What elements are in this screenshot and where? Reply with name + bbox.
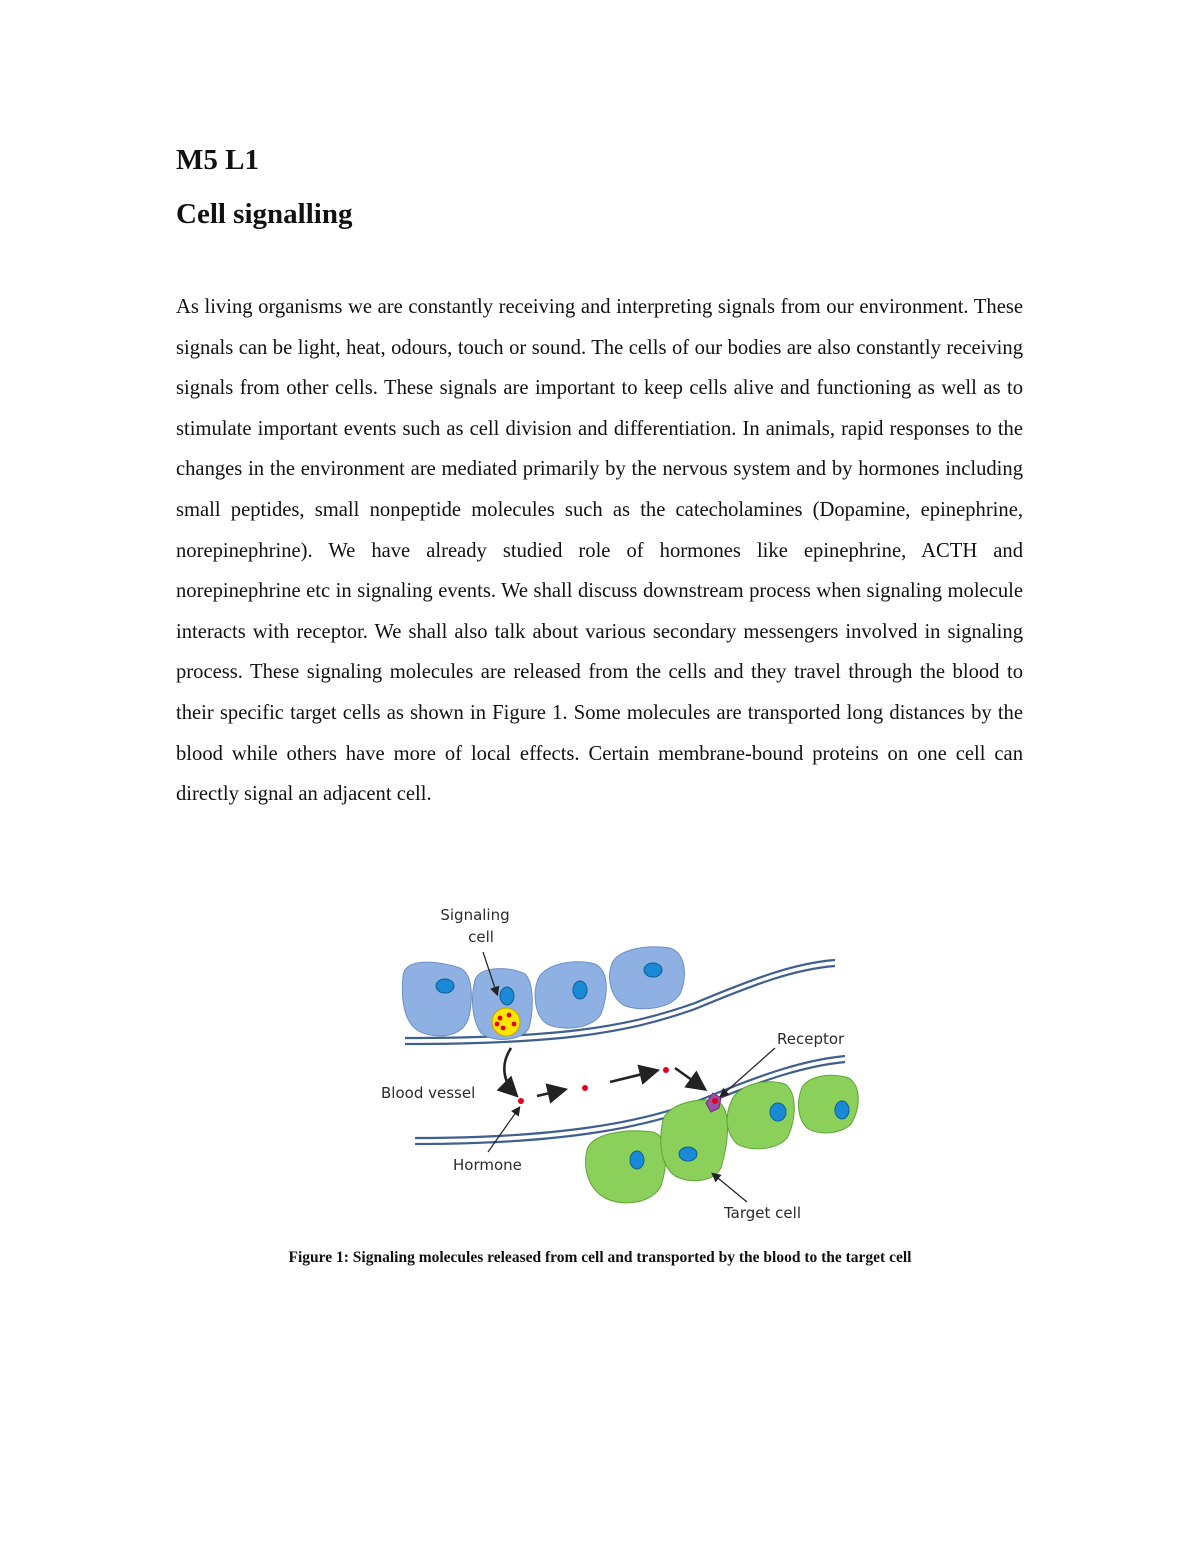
blue-cell-1: [402, 962, 471, 1036]
label-target-cell: Target cell: [724, 1204, 801, 1222]
page-title: Cell signalling: [176, 198, 353, 230]
label-signaling-cell-line1: Signaling: [440, 906, 510, 924]
blue-cell-3: [535, 962, 606, 1028]
nucleus-icon: [573, 981, 587, 999]
green-cell-1: [586, 1131, 666, 1203]
nucleus-icon: [679, 1147, 697, 1161]
blue-cell-4: [610, 947, 685, 1009]
nucleus-icon: [835, 1101, 849, 1119]
label-signaling-cell-line2: cell: [468, 928, 494, 946]
body-paragraph: As living organisms we are constantly receiving and interpreting signals from our environment. These signals can be light, heat, odours, touch or sound. The cells of our bodies are also constantly receiving signals from other cells. These signals are important to keep cells alive and functioning as well as to stimulate important events such as cell division and differentiation. In animals, rapid responses to the changes in the environment are mediated primarily by the nervous system and by hormones including small peptides, small nonpeptide molecules such as the catecholamines (Dopamine, epinephrine, norepinephrine). We have already studied role of hormones like epinephrine, ACTH and norepinephrine etc in signaling events. We shall discuss downstream process when signaling molecule interacts with receptor. We shall also talk about various secondary messengers involved in signaling process. These signaling molecules are released from the cells and they travel through the blood to their specific target cells as shown in Figure 1. Some molecules are transported long distances by the blood while others have more of local effects. Certain membrane-bound proteins on one cell can directly signal an adjacent cell.: [176, 296, 1023, 806]
module-code-heading: M5 L1: [176, 144, 259, 176]
label-blood-vessel: Blood vessel: [381, 1084, 476, 1102]
figure-1-diagram: [375, 898, 865, 1228]
nucleus-icon: [644, 963, 662, 977]
nucleus-icon: [500, 987, 514, 1005]
figure-caption: Figure 1: Signaling molecules released from cell and transported by the blood to the target cell: [288, 1249, 912, 1266]
label-receptor: Receptor: [777, 1030, 845, 1048]
nucleus-icon: [436, 979, 454, 993]
nucleus-icon: [630, 1151, 644, 1169]
green-cell-2: [661, 1100, 728, 1181]
flow-arrows: [504, 1048, 703, 1096]
green-cell-4: [799, 1075, 859, 1133]
nucleus-icon: [770, 1103, 786, 1121]
label-hormone: Hormone: [453, 1156, 522, 1174]
